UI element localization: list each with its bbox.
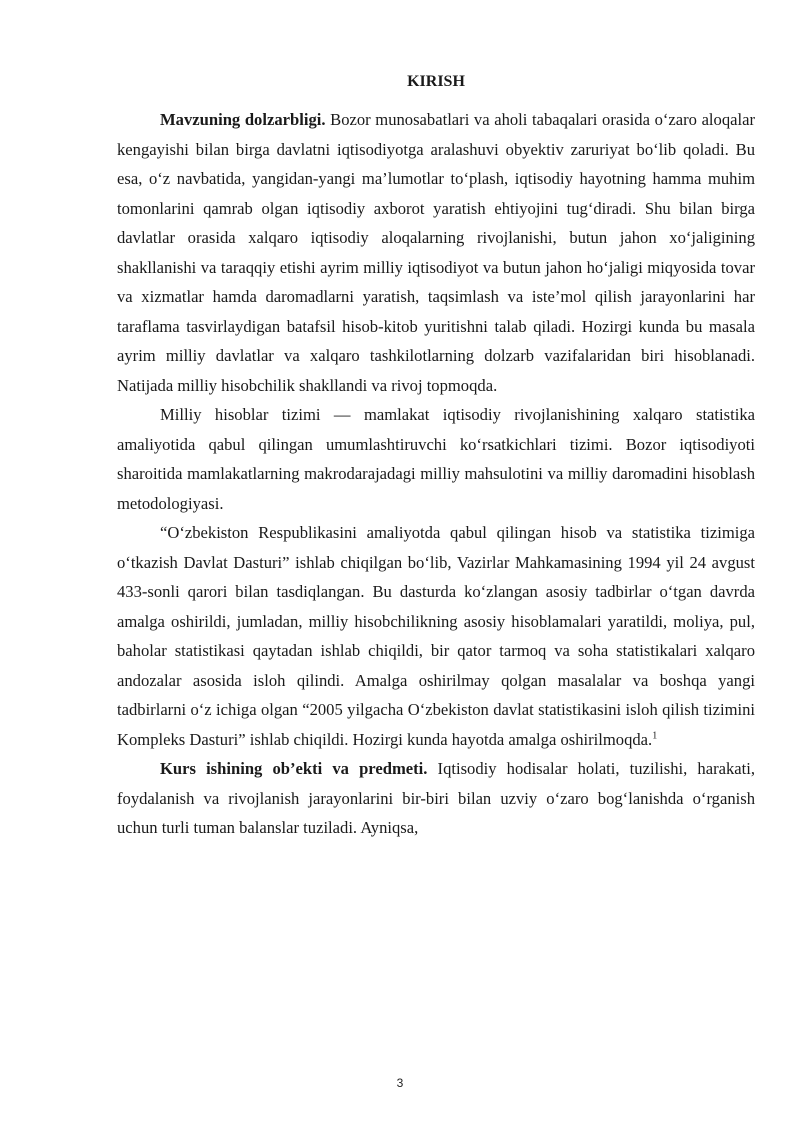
page-number: 3: [396, 1076, 404, 1090]
paragraph-text: Bozor munosabatlari va aholi tabaqalari orasida o‘zaro aloqalar kengayishi bilan birga davlatni iqtisodiyotga aralashuvi obyektiv zaruriyat bo‘lib qoladi. Bu esa, o‘z navbatida, yangidan-yangi ma’lumotlar to‘plash, iqtisodiy hayotning hamma muhim tomonlarini qamrab olgan iqtisodiy axborot yaratish ehtiyojini tug‘diradi. Shu bilan birga davlatlar orasida xalqaro iqtisodiy aloqalarning rivojlanishi, butun jahon xo‘jaligining shakllanishi va taraqqiy etishi ayrim milliy iqtisodiyot va butun jahon ho‘jaligi miqyosida tovar va xizmatlar hamda daromadlarni yaratish, taqsimlash va iste’mol qilish jarayonlarini har taraflama tasvirlaydigan batafsil hisob-kitob yuritishni talab qiladi. Hozirgi kunda bu masala ayrim milliy davlatlar va xalqaro tashkilotlarning dolzarb vazifalaridan biri hisoblanadi. Natijada milliy hisobchilik shakllandi va rivoj topmoqda.: [117, 110, 756, 395]
page-title: KIRISH: [407, 73, 465, 90]
paragraph-national-accounts: [117, 400, 755, 518]
footnote-reference[interactable]: 1: [652, 729, 658, 741]
paragraph-object-subject: [117, 754, 755, 843]
document-page: [117, 72, 755, 843]
paragraph-state-program: [117, 518, 755, 754]
paragraph-lead: Mavzuning dolzarbligi.: [160, 110, 326, 129]
paragraph-text: “O‘zbekiston Respublikasini amaliyotda qabul qilingan hisob va statistika tizimiga o‘tkazish Davlat Dasturi” ishlab chiqilgan bo‘lib, Vazirlar Mahkamasining 1994 yil 24 avgust 433-sonli qarori bilan tasdiqlangan. Bu dasturda ko‘zlangan asosiy tadbirlar o‘tgan davrda amalga oshirildi, jumladan, milliy hisobchilikning asosiy hisoblamalari yaratildi, moliya, pul, baholar statistikasi qaytadan ishlab chiqildi, bir qator tarmoq va soha statistikalari xalqaro andozalar asosida isloh qilindi. Amalga oshirilmay qolgan masalalar va boshqa yangi tadbirlarni o‘z ichiga olgan “2005 yilgacha O‘zbekiston davlat statistikasini isloh qilish tizimini Kompleks Dasturi” ishlab chiqildi. Hozirgi kunda hayotda amalga oshirilmoqda.: [117, 523, 755, 749]
paragraph-lead: Kurs ishining ob’ekti va predmeti.: [160, 759, 428, 778]
paragraph-text: Milliy hisoblar tizimi — mamlakat iqtisodiy rivojlanishining xalqaro statistika amaliyotida qabul qilingan umumlashtiruvchi ko‘rsatkichlari tizimi. Bozor iqtisodiyoti sharoitida mamlakatlarning makrodarajadagi milliy mahsulotini va milliy daromadini hisoblash metodologiyasi.: [117, 405, 755, 513]
paragraph-text: Iqtisodiy hodisalar holati, tuzilishi, harakati, foydalanish va rivojlanish jarayonlarini bir-biri bilan uzviy o‘zaro bog‘lanishda o‘rganish uchun turli tuman balanslar tuziladi. Ayniqsa,: [117, 759, 755, 837]
paragraph-topicality: [117, 105, 755, 400]
